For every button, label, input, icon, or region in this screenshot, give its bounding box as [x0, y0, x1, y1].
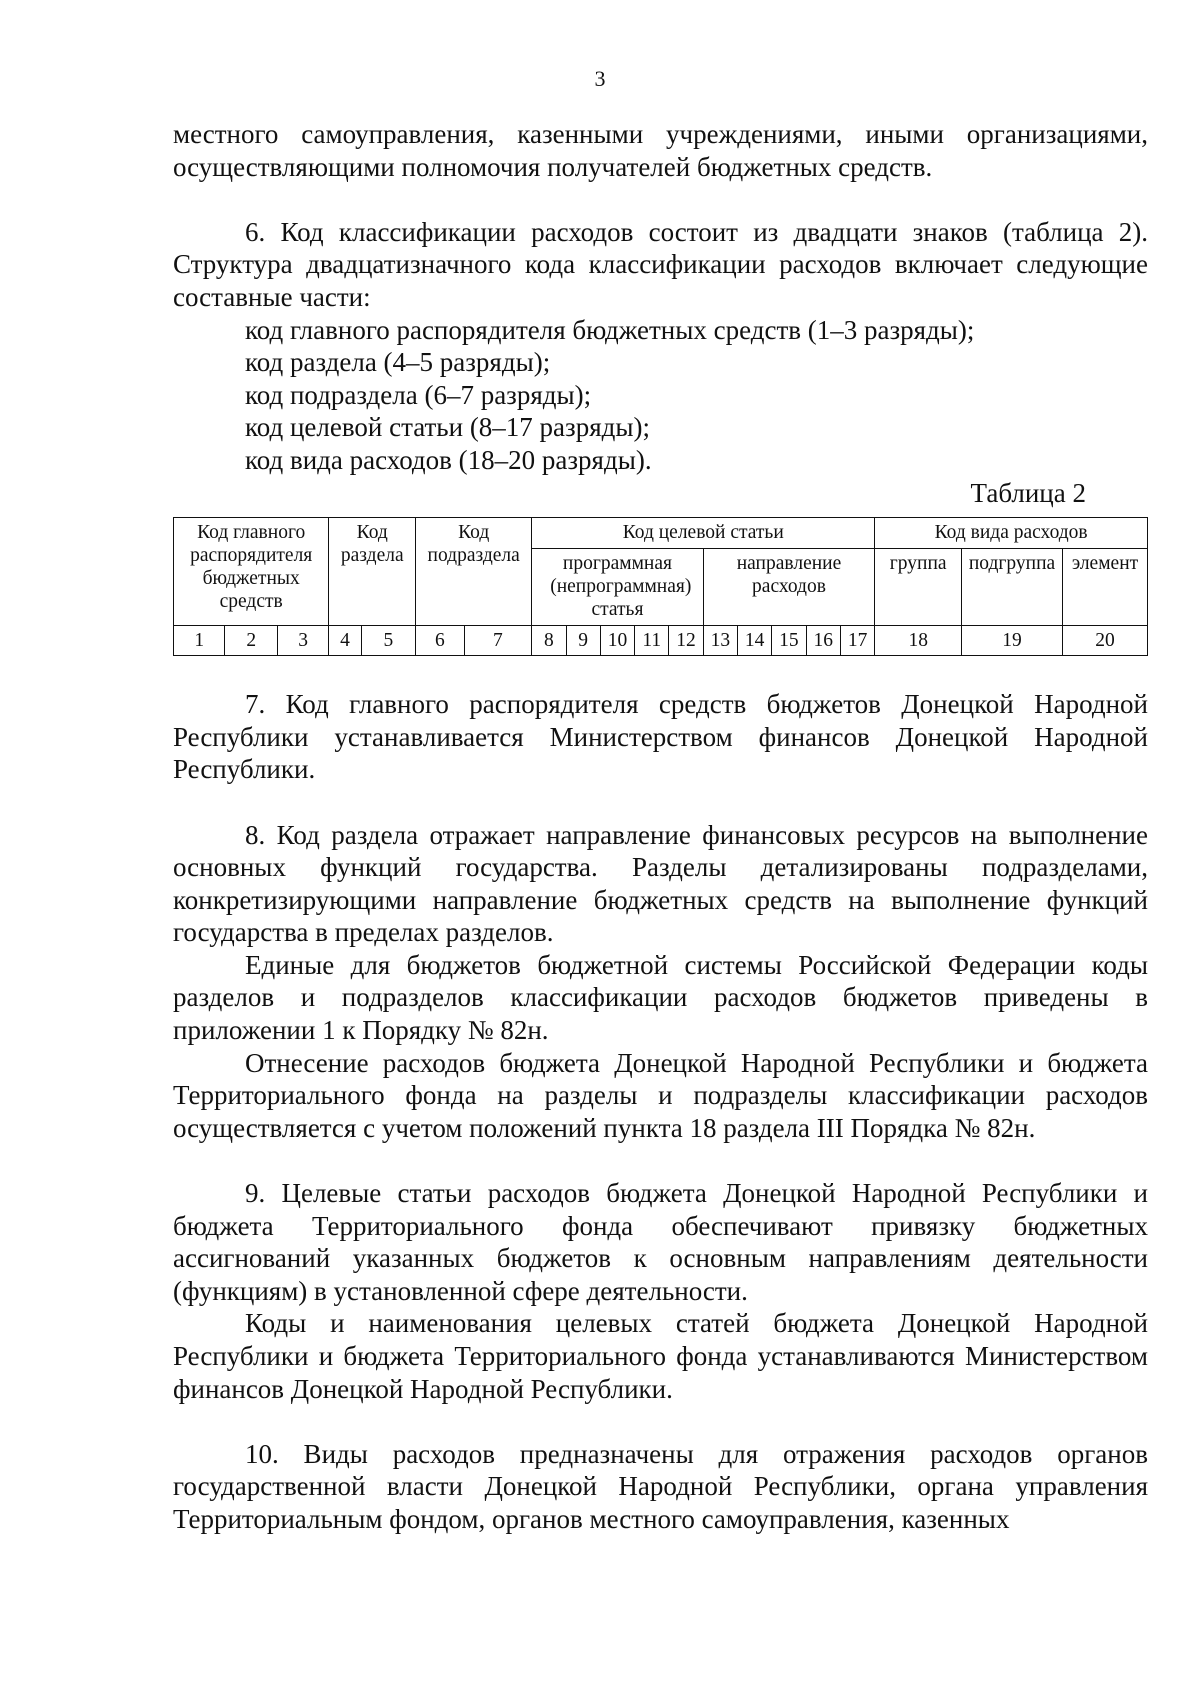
spacer	[173, 1405, 1148, 1438]
table-caption: Таблица 2	[970, 477, 1086, 508]
expense-code-structure-table	[173, 517, 1148, 656]
section-10-paragraph: 10. Виды расходов предназначены для отражения расходов органов государственной власти Донецкой Народной Республики, органа управления Территориальным фондом, органов местного самоуправления, казенных	[173, 1438, 1148, 1534]
intro-paragraph: местного самоуправления, казенными учреждениями, иными организациями, осуществляющими полномочия получателей бюджетных средств.	[173, 119, 1148, 182]
digit-cell: 4	[329, 626, 361, 656]
list-item: код вида расходов (18–20 разряды).	[245, 444, 652, 475]
header-section: Код раздела	[329, 518, 416, 626]
digit-cell: 17	[840, 626, 874, 656]
digit-cell: 13	[703, 626, 737, 656]
section-7-paragraph: 7. Код главного распорядителя средств бюджетов Донецкой Народной Республики устанавливается Министерством финансов Донецкой Народной Республики.	[173, 689, 1148, 785]
section-8-paragraph: Отнесение расходов бюджета Донецкой Народной Республики и бюджета Территориального фонда на разделы и подразделы классификации расходов осуществляется с учетом положений пункта 18 раздела III Порядка № 82н.	[173, 1047, 1148, 1143]
digit-cell: 9	[566, 626, 600, 656]
digit-cell: 10	[600, 626, 634, 656]
section-9-paragraph: Коды и наименования целевых статей бюджета Донецкой Народной Республики и бюджета Территориального фонда устанавливаются Министерством финансов Донецкой Народной Республики.	[173, 1308, 1148, 1404]
document-body	[173, 118, 1148, 1536]
header-main-distributor: Код главного распорядителя бюджетных средств	[174, 518, 329, 626]
digit-cell: 19	[962, 626, 1063, 656]
header-subgroup: подгруппа	[962, 549, 1063, 626]
digit-cell: 18	[875, 626, 962, 656]
spacer	[173, 786, 1148, 819]
header-direction: направление расходов	[703, 549, 875, 626]
list-item: код подраздела (6–7 разряды);	[245, 379, 592, 410]
spacer	[173, 183, 1148, 216]
digit-cell: 5	[361, 626, 415, 656]
post-table-body	[173, 688, 1148, 1535]
header-expense-type: Код вида расходов	[875, 518, 1148, 549]
section-9-paragraph: 9. Целевые статьи расходов бюджета Донецкой Народной Республики и бюджета Территориального фонда обеспечивают привязку бюджетных ассигнований указанных бюджетов к основным направлениям деятельности (функциям) в установленной сфере деятельности.	[173, 1178, 1148, 1306]
digit-cell: 3	[277, 626, 328, 656]
list-item: код раздела (4–5 разряды);	[245, 347, 551, 378]
digit-cell: 8	[532, 626, 566, 656]
list-item: код главного распорядителя бюджетных средств (1–3 разряды);	[245, 314, 975, 345]
digit-cell: 2	[225, 626, 277, 656]
digit-cell: 20	[1062, 626, 1147, 656]
header-subsection: Код подраздела	[416, 518, 532, 626]
spacer	[173, 1144, 1148, 1177]
digit-cell: 11	[635, 626, 669, 656]
header-program-article: программная (непрограммная) статья	[532, 549, 703, 626]
page-number: 3	[594, 66, 606, 91]
digit-cell: 6	[416, 626, 464, 656]
list-item: код целевой статьи (8–17 разряды);	[245, 412, 650, 443]
digit-cell: 1	[174, 626, 225, 656]
section-8-paragraph: Единые для бюджетов бюджетной системы Российской Федерации коды разделов и подразделов классификации расходов бюджетов приведены в приложении 1 к Порядку № 82н.	[173, 949, 1148, 1046]
digit-cell: 7	[464, 626, 532, 656]
section-8-paragraph: 8. Код раздела отражает направление финансовых ресурсов на выполнение основных функций государства. Разделы детализированы подразделами, конкретизирующими направление бюджетных средств на выполнение функций государства в пределах разделов.	[173, 819, 1148, 948]
header-group: группа	[875, 549, 962, 626]
digit-cell: 15	[772, 626, 806, 656]
header-target-article: Код целевой статьи	[532, 518, 875, 549]
section-6-paragraph: 6. Код классификации расходов состоит из двадцати знаков (таблица 2). Структура двадцатизначного кода классификации расходов включает следующие составные части:	[173, 216, 1148, 312]
header-element: элемент	[1062, 549, 1147, 626]
digit-cell: 12	[669, 626, 703, 656]
digit-cell: 14	[737, 626, 771, 656]
digit-cell: 16	[806, 626, 840, 656]
